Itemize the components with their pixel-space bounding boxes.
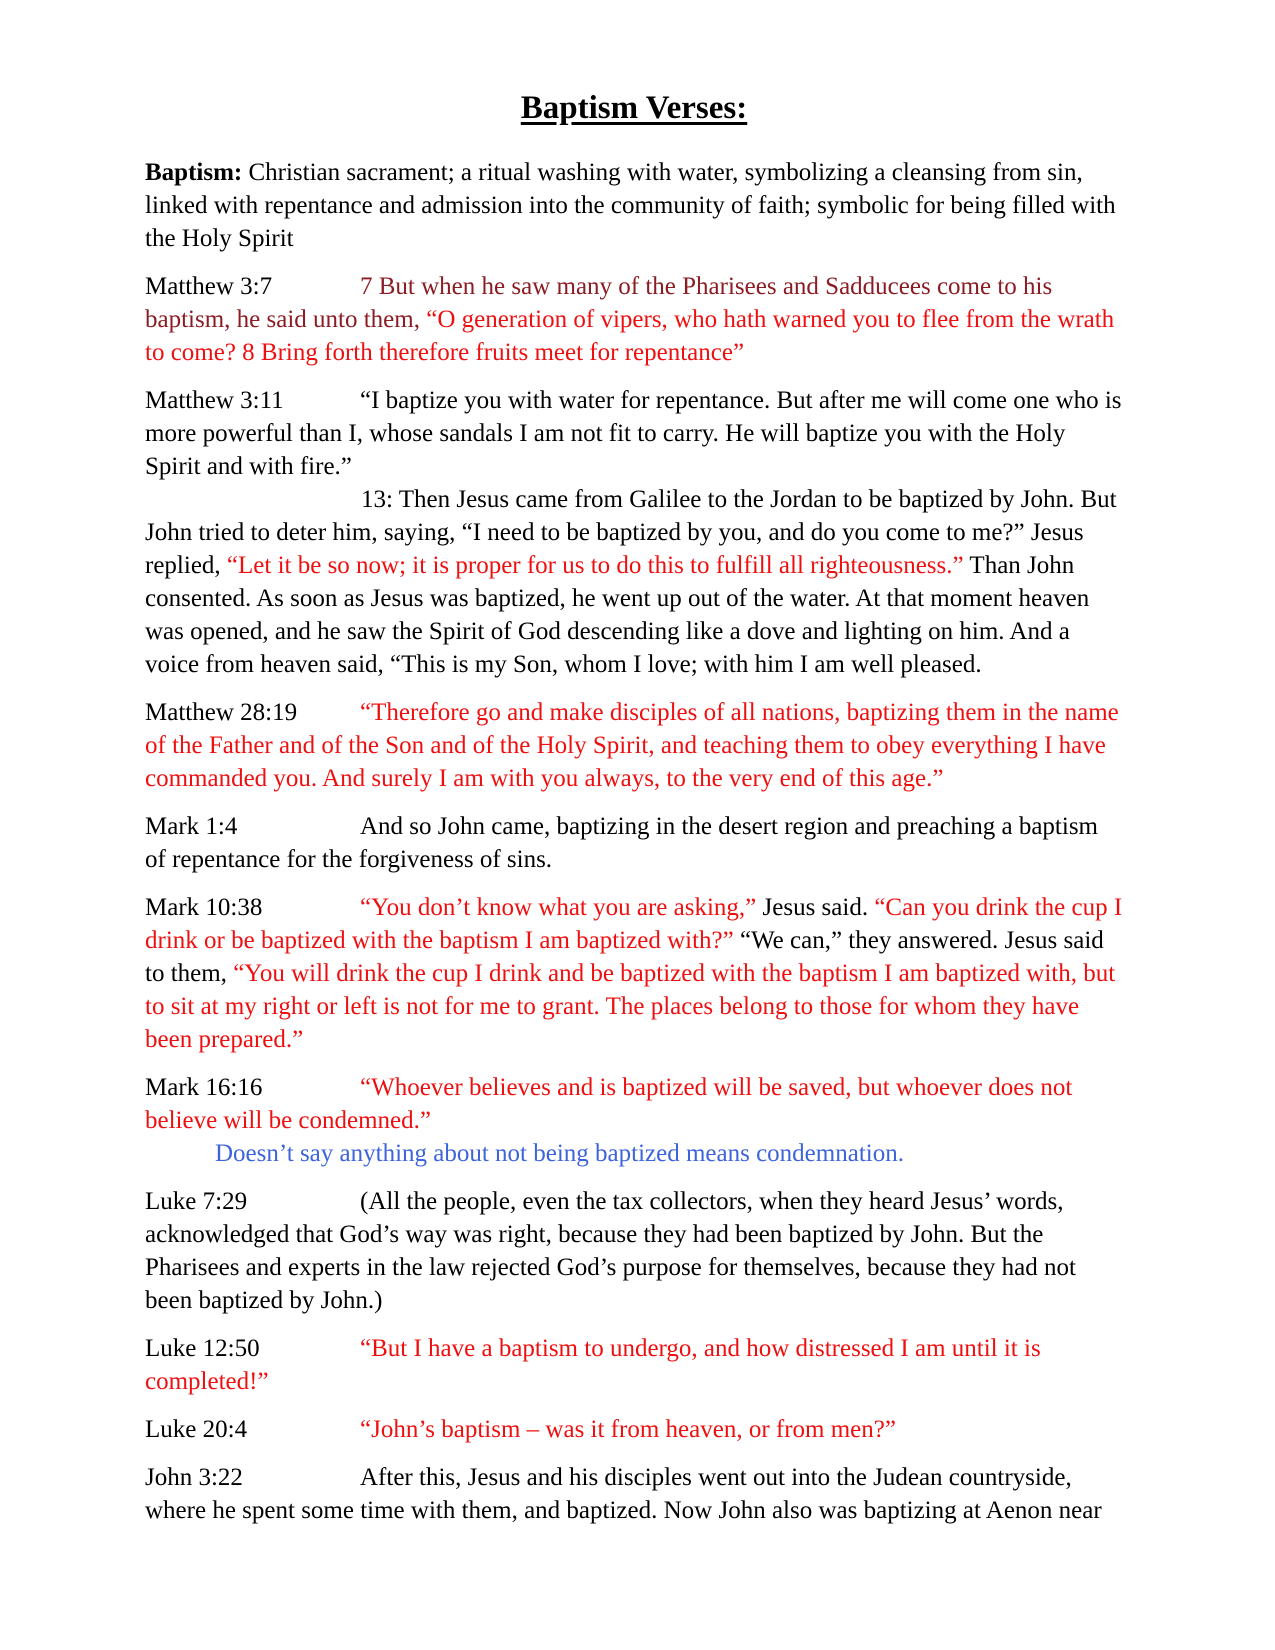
text-segment-red: “Whoever believes and is baptized will be saved, but whoever does not believe will be condemned.” bbox=[145, 1074, 1073, 1134]
verse-paragraph bbox=[145, 810, 1123, 876]
verse-paragraph bbox=[145, 1461, 1123, 1527]
text-segment-black: And so John came, baptizing in the desert region and preaching a baptism of repentance for the forgiveness of sins. bbox=[145, 813, 1098, 873]
text-segment-black: (All the people, even the tax collectors, when they heard Jesus’ words, acknowledged that God’s way was right, because they had been baptized by John. But the Pharisees and experts in the law rejected God’s purpose for themselves, because they had not been baptized by John.) bbox=[145, 1188, 1076, 1314]
verse-paragraph bbox=[145, 384, 1123, 483]
text-segment-red: “You don’t know what you are asking,” bbox=[360, 894, 757, 921]
text-segment-black: Than John consented. As soon as Jesus was baptized, he went up out of the water. At that moment heaven was opened, and he saw the Spirit of God descending like a dove and lighting on him. And a voice from heaven said, “This is my Son, whom I love; with him I am well pleased. bbox=[145, 552, 1090, 678]
page-title: Baptism Verses: bbox=[520, 90, 748, 126]
text-segment-black: 13: Then Jesus came from Galilee to the Jordan to be baptized by John. But John tried to deter him, saying, “I need to be baptized by you, and do you come to me?” Jesus replied, bbox=[145, 486, 1117, 579]
text-segment-red: “You will drink the cup I drink and be baptized with the baptism I am baptized with, but to sit at my right or left is not for me to grant. The places belong to those for whom they have been prepared.” bbox=[145, 960, 1116, 1053]
definition-paragraph bbox=[145, 156, 1123, 255]
definition-text: Christian sacrament; a ritual washing with water, symbolizing a cleansing from sin, linked with repentance and admission into the community of faith; symbolic for being filled with the Holy Spirit bbox=[145, 159, 1116, 252]
verse-reference: Luke 20:4 bbox=[145, 1416, 248, 1443]
verse-reference: Matthew 3:7 bbox=[145, 273, 273, 300]
verse-paragraph bbox=[145, 1332, 1123, 1398]
verse-paragraph bbox=[145, 1071, 1123, 1137]
text-segment-blue: Doesn’t say anything about not being baptized means condemnation. bbox=[215, 1140, 904, 1167]
verse-paragraph bbox=[145, 270, 1123, 369]
text-segment-black: “We can,” they answered. Jesus said to them, bbox=[145, 927, 1104, 987]
verse-reference: Mark 1:4 bbox=[145, 813, 238, 840]
text-segment-black: After this, Jesus and his disciples went out into the Judean countryside, where he spent some time with them, and baptized. Now John also was baptizing at Aenon near bbox=[145, 1464, 1102, 1524]
text-segment-black: “I baptize you with water for repentance. But after me will come one who is more powerful than I, whose sandals I am not fit to carry. He will baptize you with the Holy Spirit and with fire.” bbox=[145, 387, 1122, 480]
text-segment-red: “John’s baptism – was it from heaven, or from men?” bbox=[360, 1416, 896, 1443]
text-segment-red: “O generation of vipers, who hath warned you to flee from the wrath to come? 8 Bring forth therefore fruits meet for repentance” bbox=[145, 306, 1115, 366]
verse-paragraph bbox=[145, 1185, 1123, 1317]
verse-reference: Mark 16:16 bbox=[145, 1074, 263, 1101]
verse-reference: Matthew 28:19 bbox=[145, 699, 298, 726]
text-segment-red: “Therefore go and make disciples of all nations, baptizing them in the name of the Father and of the Son and of the Holy Spirit, and teaching them to obey everything I have commanded you. And surely I am with you always, to the very end of this age.” bbox=[145, 699, 1119, 792]
document-content bbox=[145, 88, 1123, 1527]
verse-paragraph bbox=[145, 891, 1123, 1056]
text-segment-red: “Can you drink the cup I drink or be baptized with the baptism I am baptized with?” bbox=[145, 894, 1123, 954]
verse-reference: John 3:22 bbox=[145, 1464, 243, 1491]
text-segment-black: Jesus said. bbox=[756, 894, 875, 921]
verse-reference: Luke 12:50 bbox=[145, 1335, 260, 1362]
text-segment-red: “But I have a baptism to undergo, and how distressed I am until it is completed!” bbox=[145, 1335, 1041, 1395]
text-segment-dark_red: 7 But when he saw many of the Pharisees and Sadducees come to his baptism, he said unto them, bbox=[145, 273, 1053, 333]
verse-paragraph bbox=[145, 696, 1123, 795]
verse-reference: Luke 7:29 bbox=[145, 1188, 248, 1215]
definition-term: Baptism: bbox=[145, 159, 243, 186]
continuation-paragraph bbox=[145, 483, 1123, 681]
verse-paragraph bbox=[145, 1413, 1123, 1446]
text-segment-red: “Let it be so now; it is proper for us to do this to fulfill all righteousness.” bbox=[226, 552, 964, 579]
verse-reference: Mark 10:38 bbox=[145, 894, 263, 921]
verse-reference: Matthew 3:11 bbox=[145, 387, 284, 414]
note-paragraph bbox=[145, 1137, 1123, 1170]
document-body bbox=[145, 270, 1123, 1527]
